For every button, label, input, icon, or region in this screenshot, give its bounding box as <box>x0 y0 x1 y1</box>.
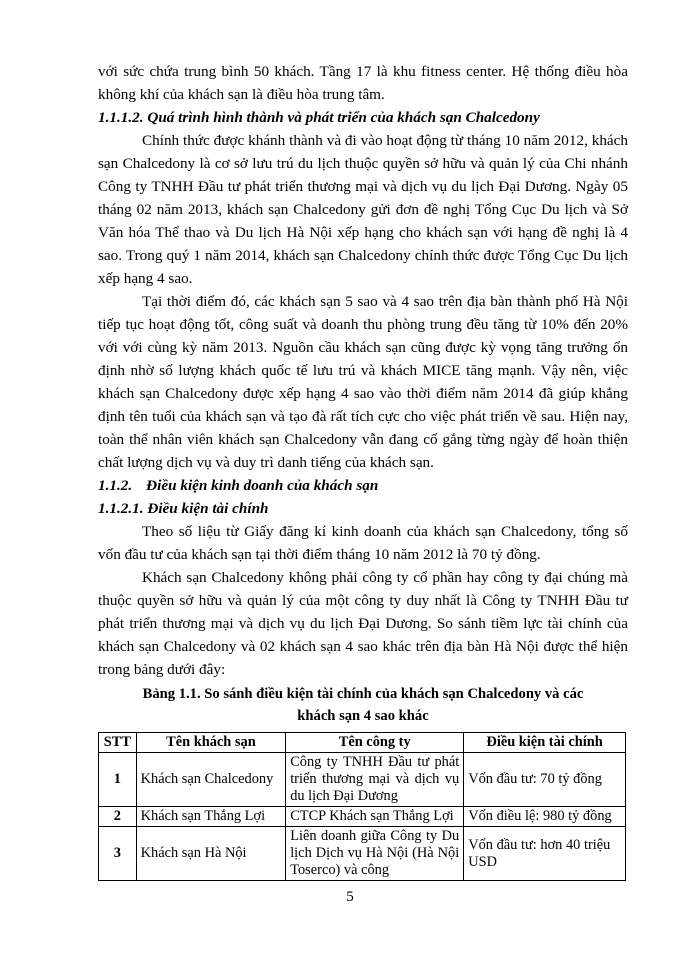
cell-finance: Vốn điều lệ: 980 tỷ đồng <box>464 807 626 827</box>
finance-comparison-table <box>98 732 626 881</box>
cell-stt: 3 <box>99 827 137 881</box>
cell-stt: 2 <box>99 807 137 827</box>
paragraph-ownership: Khách sạn Chalcedony không phải công ty cổ phần hay công ty đại chúng mà thuộc quyền sở hữu và quản lý của một công ty duy nhất là Công ty TNHH Đầu tư phát triển thương mại và dịch vụ du lịch Đại Dương. So sánh tiềm lực tài chính của khách sạn Chalcedony và 02 khách sạn 4 sao khác trên địa bàn Hà Nội được thể hiện trong bảng dưới đây: <box>98 569 628 678</box>
cell-stt: 1 <box>99 753 137 807</box>
header-company: Tên công ty <box>286 733 464 753</box>
table-caption-line-2: khách sạn 4 sao khác <box>297 708 429 724</box>
heading-number: 1.1.2. <box>98 477 133 494</box>
heading-1-1-2-1: 1.1.2.1. Điều kiện tài chính <box>98 500 269 517</box>
heading-text: Điều kiện kinh doanh của khách sạn <box>146 477 379 494</box>
heading-1-1-1-2: 1.1.1.2. Quá trình hình thành và phát triển của khách sạn Chalcedony <box>98 109 540 126</box>
document-page <box>98 60 628 881</box>
paragraph-capital: Theo số liệu từ Giấy đăng kí kinh doanh của khách sạn Chalcedony, tổng số vốn đầu tư của khách sạn tại thời điểm tháng 10 năm 2012 là 70 tỷ đồng. <box>98 523 628 563</box>
cell-company: CTCP Khách sạn Thắng Lợi <box>286 807 464 827</box>
cell-hotel-name: Khách sạn Hà Nội <box>136 827 286 881</box>
table-header-row <box>99 733 626 753</box>
cell-hotel-name: Khách sạn Thắng Lợi <box>136 807 286 827</box>
paragraph-market: Tại thời điểm đó, các khách sạn 5 sao và 4 sao trên địa bàn thành phố Hà Nội tiếp tục hoạt động tốt, công suất và doanh thu phòng trung đều tăng từ 10% đến 20% với với cùng kỳ năm 2013. Nguồn cầu khách sạn cũng được kỳ vọng tăng trưởng ổn định nhờ số lượng khách quốc tế lưu trú và khách MICE tăng mạnh. Vậy nên, việc khách sạn Chalcedony được xếp hạng 4 sao vào thời điểm năm 2014 đã giúp khẳng định tên tuổi của khách sạn và tạo đà rất tích cực cho việc phát triển về sau. Hiện nay, toàn thể nhân viên khách sạn Chalcedony vẫn đang cố gắng từng ngày để hoàn thiện chất lượng dịch vụ và duy trì danh tiếng của khách sạn. <box>98 293 628 471</box>
header-finance: Điều kiện tài chính <box>464 733 626 753</box>
page-number: 5 <box>346 889 354 905</box>
cell-finance: Vốn đầu tư: hơn 40 triệu USD <box>464 827 626 881</box>
paragraph-history: Chính thức được khánh thành và đi vào hoạt động từ tháng 10 năm 2012, khách sạn Chalcedony là cơ sở lưu trú du lịch thuộc quyền sở hữu và quản lý của Chi nhánh Công ty TNHH Đầu tư phát triển thương mại và dịch vụ du lịch Đại Dương. Ngày 05 tháng 02 năm 2013, khách sạn Chalcedony gửi đơn đề nghị Tổng Cục Du lịch và Sở Văn hóa Thể thao và Du lịch Hà Nội xếp hạng cho khách sạn với hạng đề nghị là 4 sao. Trong quý 1 năm 2014, khách sạn Chalcedony chính thức được Tổng Cục Du lịch xếp hạng 4 sao. <box>98 132 628 287</box>
header-stt: STT <box>99 733 137 753</box>
table-row <box>99 827 626 881</box>
cell-finance: Vốn đầu tư: 70 tỷ đồng <box>464 753 626 807</box>
table-caption-line-1: Bảng 1.1. So sánh điều kiện tài chính của khách sạn Chalcedony và các <box>142 686 584 702</box>
cell-hotel-name: Khách sạn Chalcedony <box>136 753 286 807</box>
cell-company: Công ty TNHH Đầu tư phát triển thương mại và dịch vụ du lịch Đại Dương <box>286 753 464 807</box>
cell-company: Liên doanh giữa Công ty Du lịch Dịch vụ Hà Nội (Hà Nội Toserco) và công <box>286 827 464 881</box>
paragraph-intro: với sức chứa trung bình 50 khách. Tầng 17 là khu fitness center. Hệ thống điều hòa không khí của khách sạn là điều hòa trung tâm. <box>98 63 628 103</box>
table-row <box>99 807 626 827</box>
table-caption <box>98 683 628 727</box>
heading-1-1-2 <box>98 474 628 497</box>
table-row <box>99 753 626 807</box>
header-hotel-name: Tên khách sạn <box>136 733 286 753</box>
